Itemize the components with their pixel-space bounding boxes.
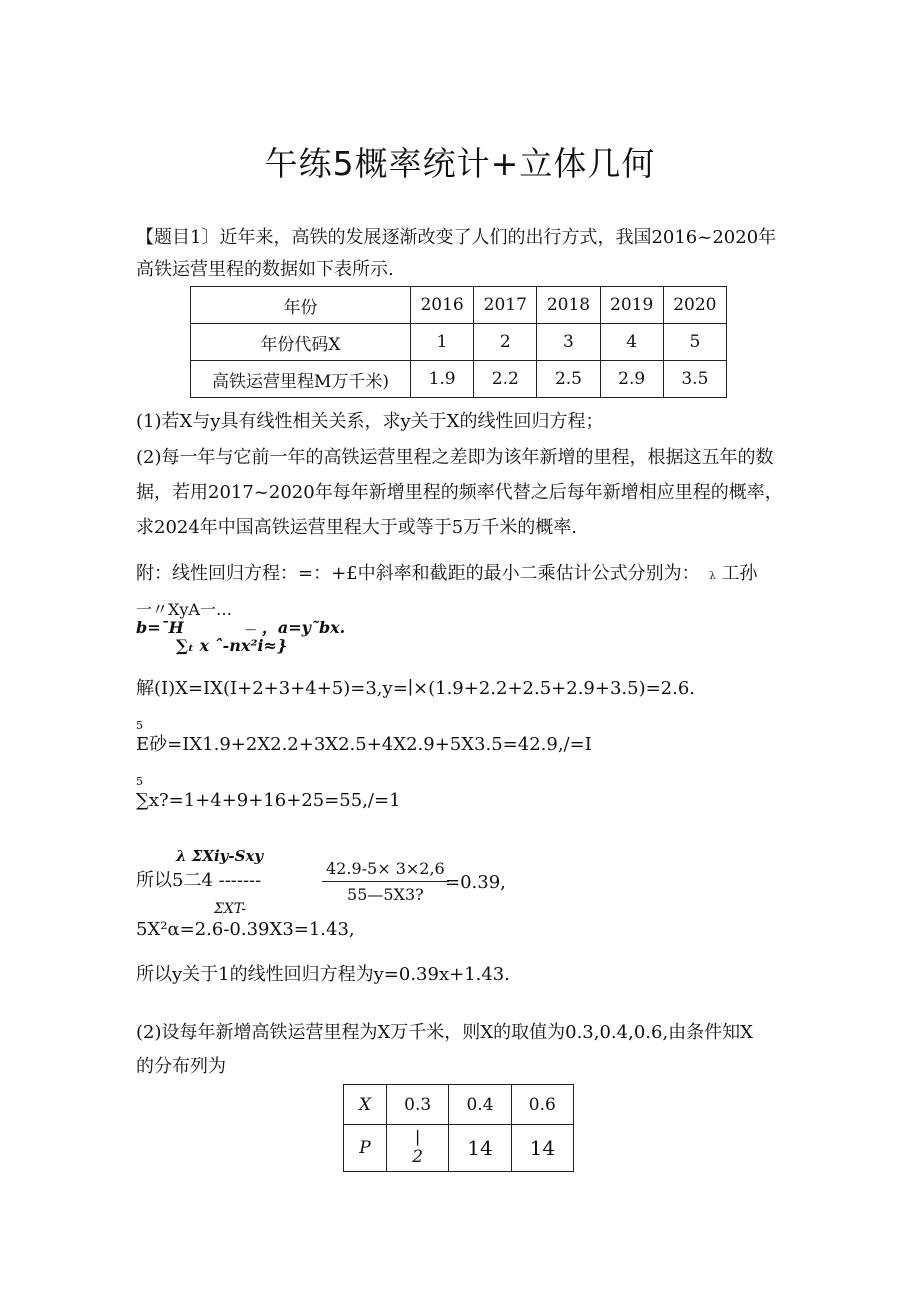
slope-fraction-denominator: 55—5X3? <box>347 885 424 904</box>
table-cell: 0.3 <box>387 1085 449 1125</box>
table-cell: 1.9 <box>411 361 474 398</box>
formula-a: ，a=y˜bx. <box>261 618 346 637</box>
solution-step-6: 所以y关于1的线性回归方程为y=0.39x+1.43. <box>136 964 510 985</box>
formula-dash: — <box>245 623 257 636</box>
probability-fraction-bottom: 2 <box>412 1147 424 1167</box>
table-row-label: 高铁运营里程M万千米) <box>191 361 411 398</box>
problem-intro-line-2: 高铁运营里程的数据如下表所示. <box>136 259 394 280</box>
solution-step-5: 5X²α=2.6-0.39X3=1.43, <box>136 919 355 940</box>
table-cell: 3 <box>537 324 600 361</box>
table-cell: 0.4 <box>449 1085 511 1125</box>
question-2-line-3: 求2024年中国高铁运营里程大于或等于5万千米的概率. <box>136 517 577 538</box>
probability-cell-first <box>387 1125 449 1172</box>
formula-b: b=ˉH <box>136 618 184 637</box>
table-cell: 3.5 <box>663 361 726 398</box>
question-1: (1)若X与y具有线性相关关系，求y关于X的线性回归方程； <box>136 411 604 432</box>
slope-result: =0.39, <box>445 872 506 893</box>
appendix-text <box>136 562 757 589</box>
problem-intro-line-1: 【题目1〕近年来，高铁的发展逐渐改变了人们的出行方式，我国2016~2020年 <box>136 227 777 248</box>
sum-upper-limit: 5 <box>136 775 143 788</box>
formula-line-1: 一〃XyA一… <box>136 600 232 619</box>
table-cell: 2.5 <box>537 361 600 398</box>
distribution-table <box>343 1084 574 1172</box>
slope-formula-top: λ ΣXiy-Sxy <box>176 847 264 865</box>
distribution-header-x: X <box>344 1085 387 1125</box>
table-cell: 5 <box>663 324 726 361</box>
solution-step-3: ∑x?=1+4+9+16+25=55,/=1 <box>136 790 401 811</box>
appendix-tail: 工孙 <box>721 563 758 584</box>
table-cell: 0.6 <box>511 1085 573 1125</box>
page-title: 午练5概率统计+立体几何 <box>264 144 656 183</box>
solution-step-1: 解(I)X=IX(I+2+3+4+5)=3,y=∣×(1.9+2.2+2.5+2.9+3.5)=2.6. <box>136 678 696 699</box>
table-header-label: 年份 <box>191 287 411 324</box>
table-cell: 1 <box>411 324 474 361</box>
table-cell: 4 <box>600 324 663 361</box>
table-cell: 2018 <box>537 287 600 324</box>
slope-formula-bottom: ΣXT- <box>214 901 247 917</box>
table-row-label: 年份代码X <box>191 324 411 361</box>
sum-upper-limit: 5 <box>136 719 143 732</box>
table-cell: 2020 <box>663 287 726 324</box>
solution-step-7-line-1: (2)设每年新增高铁运营里程为X万千米，则X的取值为0.3,0.4,0.6,由条件知X <box>136 1022 753 1043</box>
mileage-table <box>190 286 727 398</box>
table-cell: 14 <box>511 1125 573 1172</box>
table-cell: 2019 <box>600 287 663 324</box>
formula-line-3: ∑ₜ x ˆ-nx²i≈} <box>176 636 288 655</box>
solution-step-7-line-2: 的分布列为 <box>136 1056 226 1077</box>
question-2-line-2: 据，若用2017~2020年每年新增里程的频率代替之后每年新增相应里程的概率， <box>136 482 783 503</box>
solution-step-2: E砂=IX1.9+2X2.2+3X2.5+4X2.9+5X3.5=42.9,/=I <box>136 734 592 755</box>
table-cell: 2016 <box>411 287 474 324</box>
slope-formula-left: 所以5二4 ------- <box>136 870 262 891</box>
slope-fraction <box>322 859 449 905</box>
probability-fraction-top: ∣ <box>415 1129 421 1149</box>
table-cell: 2.2 <box>474 361 537 398</box>
appendix-main: 附：线性回归方程：=：+£中斜率和截距的最小二乘估计公式分别为： <box>136 563 700 584</box>
table-cell: 2017 <box>474 287 537 324</box>
table-cell: 2.9 <box>600 361 663 398</box>
table-cell: 14 <box>449 1125 511 1172</box>
distribution-header-p: P <box>344 1125 387 1172</box>
slope-fraction-numerator: 42.9-5× 3×2,6 <box>322 859 449 882</box>
question-2-line-1: (2)每一年与它前一年的高铁运营里程之差即为该年新增的里程，根据这五年的数 <box>136 447 774 468</box>
appendix-lambda: λ <box>709 571 716 582</box>
table-cell: 2 <box>474 324 537 361</box>
